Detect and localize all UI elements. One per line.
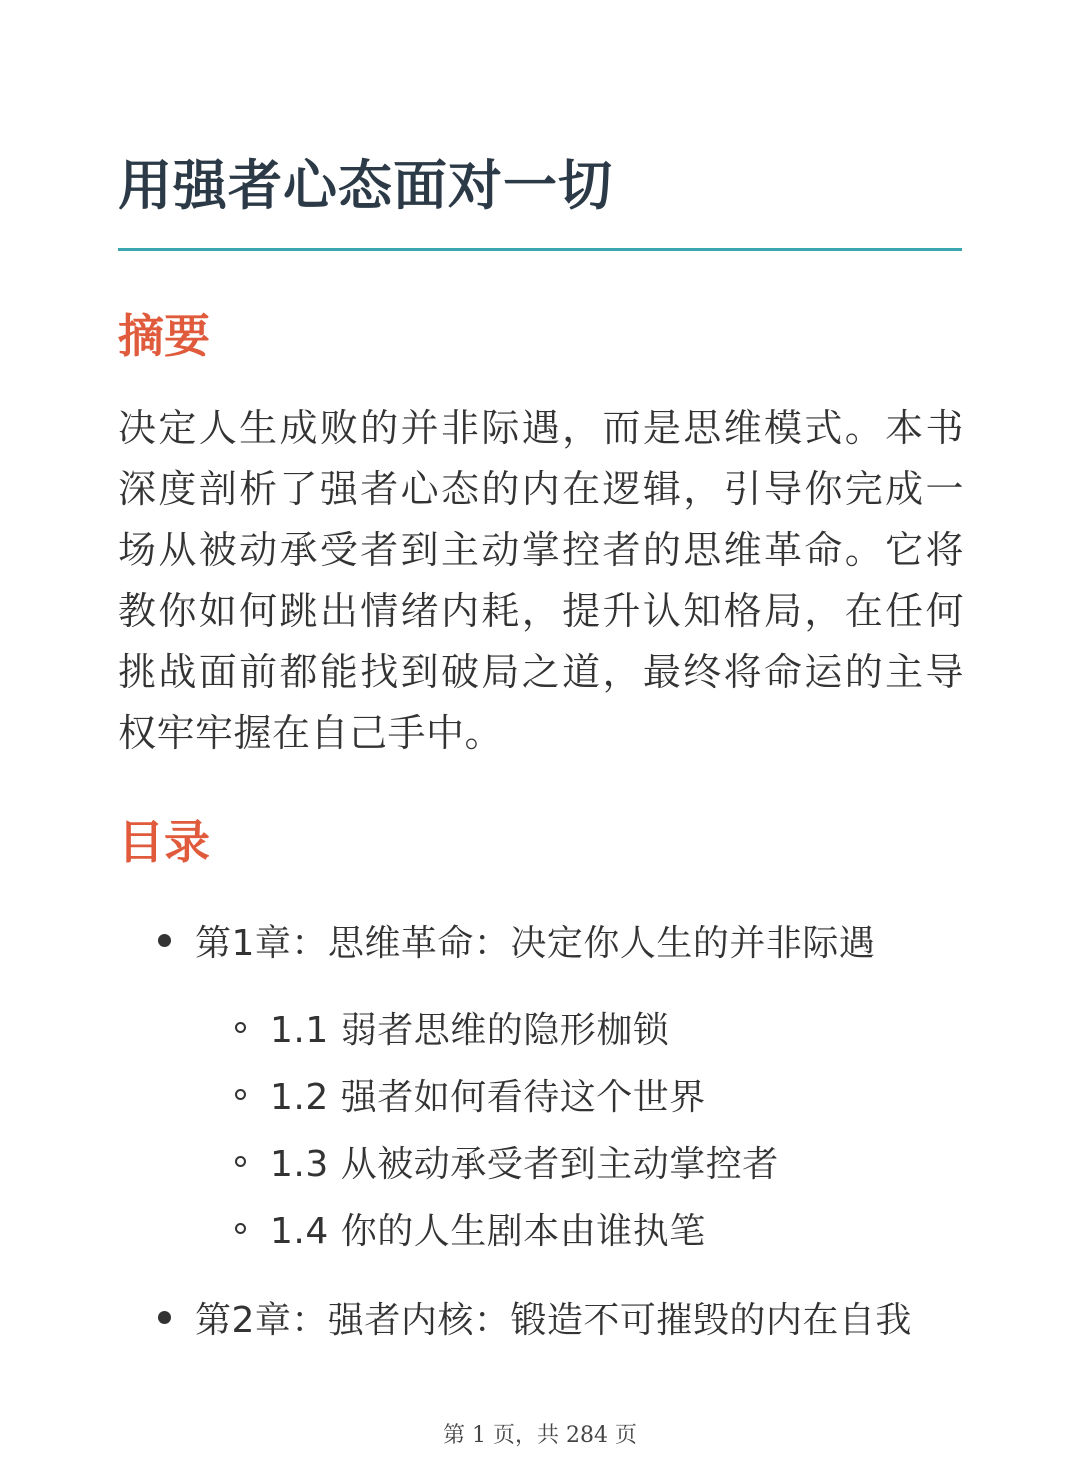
toc-section-label: 1.2 强者如何看待这个世界	[270, 1076, 706, 1118]
toc-section-1-3[interactable]	[235, 1134, 1015, 1188]
toc-chapter-1[interactable]	[158, 912, 1018, 968]
document-title: 用强者心态面对一切	[118, 154, 613, 217]
bullet-dot-icon	[158, 1311, 171, 1324]
toc-chapter-label: 第1章：思维革命：决定你人生的并非际遇	[195, 922, 876, 964]
bullet-circle-icon	[235, 1223, 246, 1234]
toc-heading: 目录	[118, 815, 210, 869]
bullet-dot-icon	[158, 934, 171, 947]
bullet-circle-icon	[235, 1156, 246, 1167]
toc-section-label: 1.3 从被动承受者到主动掌控者	[270, 1143, 779, 1185]
toc-chapter-label: 第2章：强者内核：锻造不可摧毁的内在自我	[195, 1299, 912, 1341]
toc-section-1-2[interactable]	[235, 1067, 1015, 1121]
page-number-footer: 第 1 页，共 284 页	[443, 1423, 637, 1448]
title-divider	[118, 248, 962, 251]
bullet-circle-icon	[235, 1089, 246, 1100]
toc-chapter-2[interactable]	[158, 1289, 1018, 1345]
abstract-text: 决定人生成败的并非际遇，而是思维模式。本书深度剖析了强者心态的内在逻辑，引导你完成一场从被动承受者到主动掌控者的思维革命。它将教你如何跳出情绪内耗，提升认知格局，在任何挑战面前都能找到破局之道，最终将命运的主导权牢牢握在自己手中。	[118, 406, 964, 755]
toc-section-1-1[interactable]	[235, 1000, 1015, 1054]
toc-section-label: 1.4 你的人生剧本由谁执笔	[270, 1210, 706, 1252]
toc-section-label: 1.1 弱者思维的隐形枷锁	[270, 1009, 670, 1051]
toc-section-1-4[interactable]	[235, 1201, 1015, 1255]
bullet-circle-icon	[235, 1022, 246, 1033]
abstract-heading: 摘要	[118, 309, 210, 363]
